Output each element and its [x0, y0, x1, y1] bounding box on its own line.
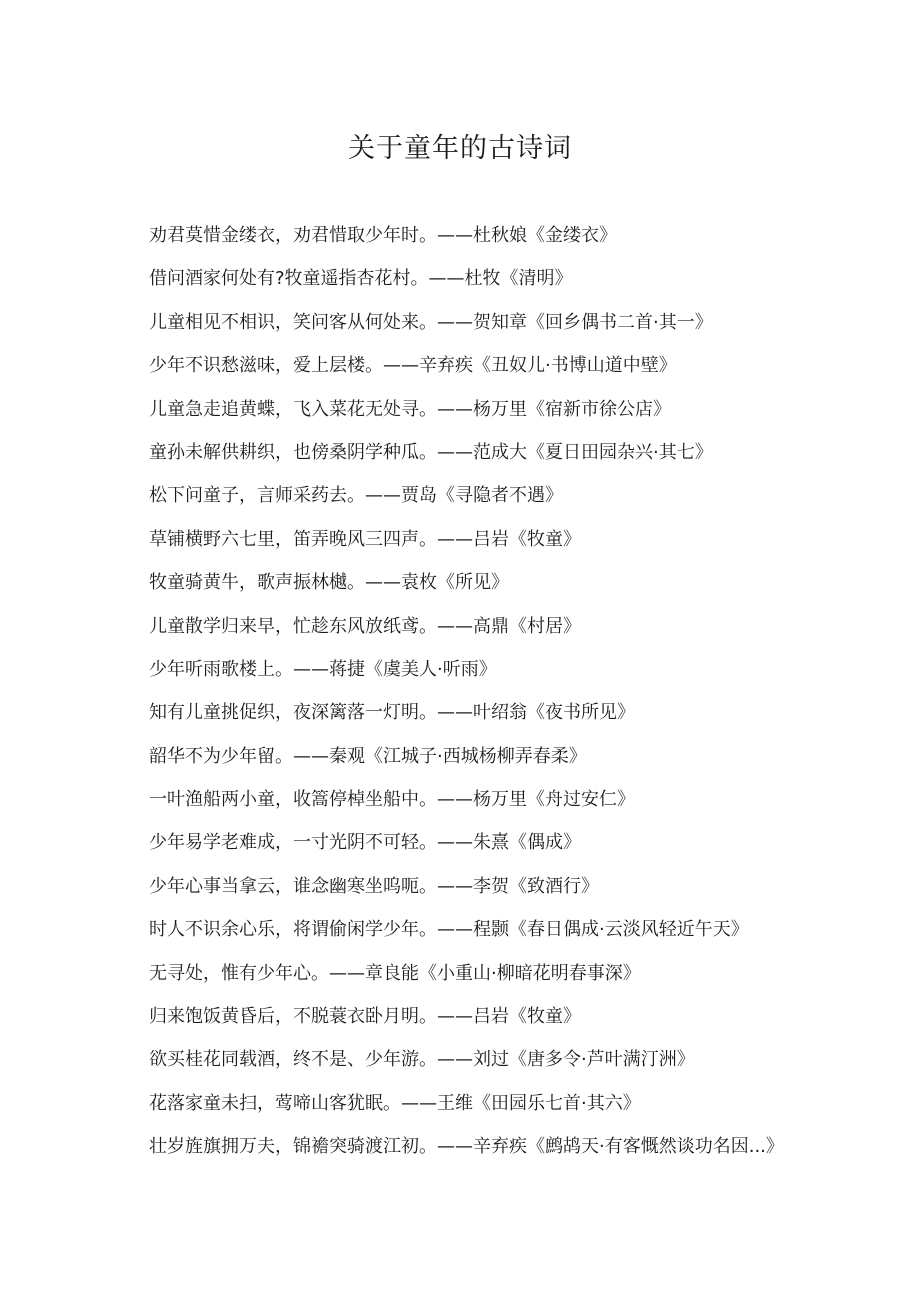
poem-line: 少年不识愁滋味，爱上层楼。——辛弃疾《丑奴儿·书博山道中壁》	[149, 355, 677, 377]
poem-line: 知有儿童挑促织，夜深篱落一灯明。——叶绍翁《夜书所见》	[149, 702, 635, 724]
poem-line: 童孙未解供耕织，也傍桑阴学种瓜。——范成大《夏日田园杂兴·其七》	[149, 441, 713, 463]
poem-line: 儿童相见不相识，笑问客从何处来。——贺知章《回乡偶书二首·其一》	[149, 311, 713, 333]
poem-line: 韶华不为少年留。——秦观《江城子·西城杨柳弄春柔》	[149, 745, 587, 767]
poem-line: 儿童急走追黄蝶，飞入菜花无处寻。——杨万里《宿新市徐公店》	[149, 398, 671, 420]
poem-line: 借问酒家何处有?牧童遥指杏花村。——杜牧《清明》	[149, 268, 573, 290]
poem-line: 松下问童子，言师采药去。——贾岛《寻隐者不遇》	[149, 485, 563, 507]
poem-line: 花落家童未扫，莺啼山客犹眠。——王维《田园乐七首·其六》	[149, 1092, 641, 1114]
poem-line: 少年心事当拿云，谁念幽寒坐呜呃。——李贺《致酒行》	[149, 875, 599, 897]
poem-line: 劝君莫惜金缕衣，劝君惜取少年时。——杜秋娘《金缕衣》	[149, 225, 617, 246]
page-title: 关于童年的古诗词	[348, 133, 572, 164]
poem-line: 壮岁旌旗拥万夫，锦襜突骑渡江初。——辛弃疾《鹧鸪天·有客慨然谈功名因...》	[149, 1136, 784, 1158]
poem-line: 草铺横野六七里，笛弄晚风三四声。——吕岩《牧童》	[149, 528, 581, 550]
poem-line: 少年听雨歌楼上。——蒋捷《虞美人·听雨》	[149, 658, 497, 680]
poem-line: 一叶渔船两小童，收篙停棹坐船中。——杨万里《舟过安仁》	[149, 789, 635, 811]
poem-line: 牧童骑黄牛，歌声振林樾。——袁枚《所见》	[149, 572, 509, 594]
poem-line: 儿童散学归来早，忙趁东风放纸鸢。——高鼎《村居》	[149, 615, 581, 637]
poem-line: 归来饱饭黄昏后，不脱蓑衣卧月明。——吕岩《牧童》	[149, 1006, 581, 1028]
poem-line: 欲买桂花同载酒，终不是、少年游。——刘过《唐多令·芦叶满汀洲》	[149, 1049, 695, 1071]
poem-line: 无寻处，惟有少年心。——章良能《小重山·柳暗花明春事深》	[149, 962, 641, 984]
poem-line-list	[149, 222, 849, 1177]
poem-line: 时人不识余心乐，将谓偷闲学少年。——程颢《春日偶成·云淡风轻近午天》	[149, 919, 749, 941]
poem-line: 少年易学老难成，一寸光阴不可轻。——朱熹《偶成》	[149, 832, 581, 854]
